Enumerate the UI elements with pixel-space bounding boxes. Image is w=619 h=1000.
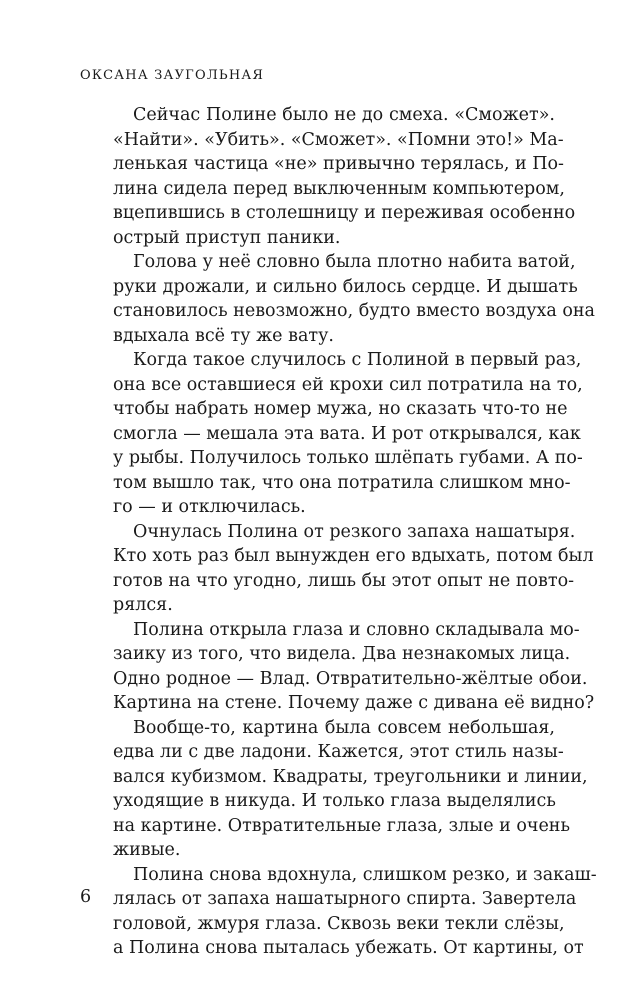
text-line: на картине. Отвратительные глаза, злые и очень [113, 815, 570, 836]
text-line: острый приступ паники. [113, 227, 341, 248]
text-line: Одно родное — Влад. Отвратительно-жёлтые обои. [113, 668, 588, 689]
text-line: Вообще-то, картина была совсем небольшая, [133, 717, 555, 738]
text-line: го — и отключилась. [113, 497, 306, 517]
text-line: Голова у неё словно была плотно набита ватой, [133, 252, 576, 272]
text-line: Картина на стене. Почему даже с дивана её видно? [113, 693, 595, 713]
text-line: живые. [113, 840, 181, 860]
text-line: вался кубизмом. Квадраты, треугольники и линии, [113, 766, 588, 787]
text-line: вдыхала всё ту же вату. [113, 325, 334, 346]
text-line: ленькая частица «не» привычно терялась, и По- [113, 154, 564, 174]
text-line: лина сидела перед выключенным компьютером, [113, 178, 565, 199]
text-line: она все оставшиеся ей крохи сил потратила на то, [113, 374, 583, 395]
body-text [113, 103, 597, 961]
text-line: готов на что угодно, лишь бы этот опыт не повто- [113, 570, 575, 591]
text-line: у рыбы. Получилось только шлёпать губами. А по- [113, 448, 583, 468]
text-line: едва ли с две ладони. Кажется, этот стиль назы- [113, 742, 564, 762]
text-line: чтобы набрать номер мужа, но сказать что-то не [113, 399, 568, 419]
text-line: лялась от запаха нашатырного спирта. Завертела [113, 889, 577, 909]
text-line: становилось невозможно, будто вместо воздуха она [113, 301, 595, 321]
text-line: руки дрожали, и сильно билось сердце. И дышать [113, 276, 578, 297]
running-head: ОКСАНА ЗАУГОЛЬНАЯ [80, 68, 265, 83]
text-line: вцепившись в столешницу и переживая особенно [113, 203, 576, 223]
text-line: Очнулась Полина от резкого запаха нашатыря. [133, 521, 576, 542]
text-line: головой, жмуря глаза. Сквозь веки текли слёзы, [113, 913, 565, 934]
text-line: «Найти». «Убить». «Сможет». «Помни это!» Ма- [113, 129, 564, 150]
text-line: Сейчас Полине было не до смеха. «Сможет». [133, 105, 555, 125]
text-line: Кто хоть раз был вынужден его вдыхать, потом был [113, 546, 594, 566]
text-line: смогла — мешала эта вата. И рот открывался, как [113, 423, 581, 444]
text-line: Когда такое случилось с Полиной в первый раз, [133, 350, 582, 370]
text-line: Полина открыла глаза и словно складывала мо- [133, 619, 580, 640]
text-line: рялся. [113, 595, 173, 615]
text-line: Полина снова вдохнула, слишком резко, и закаш- [133, 864, 597, 885]
text-line: том вышло так, что она потратила слишком мно- [113, 472, 571, 493]
page-number: 6 [80, 887, 92, 907]
text-line: а Полина снова пыталась убежать. От картины, от [113, 938, 584, 958]
text-line: заику из того, что видела. Два незнакомых лица. [113, 644, 571, 664]
text-line: уходящие в никуда. И только глаза выделялись [113, 791, 556, 811]
